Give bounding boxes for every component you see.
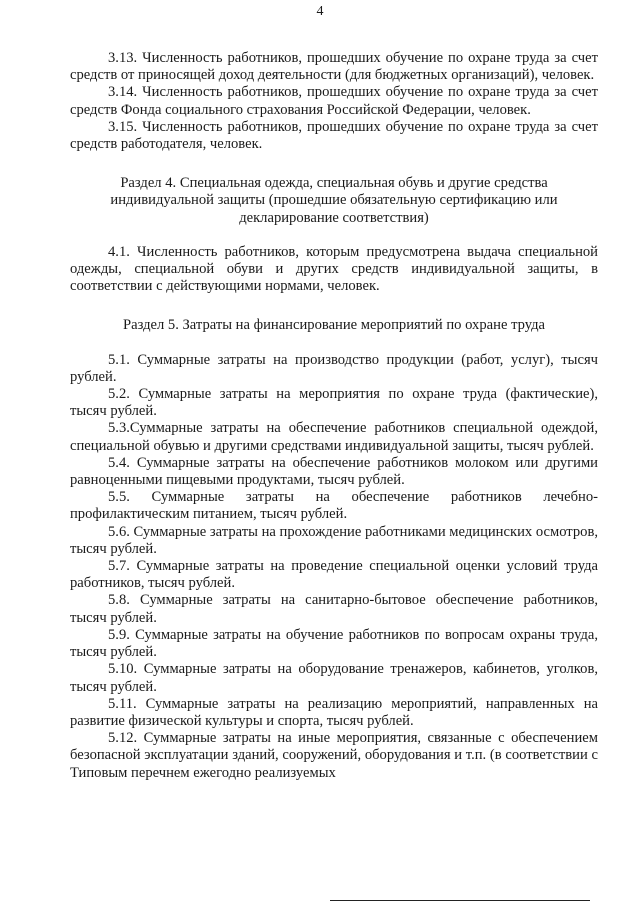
item-5-2: 5.2. Суммарные затраты на мероприятия по охране труда (фактические), тысяч рублей. (70, 386, 598, 420)
item-3-14: 3.14. Численность работников, прошедших обучение по охране труда за счет средств Фонда социального страхования Российской Федерации, человек. (70, 84, 598, 118)
item-5-3: 5.3.Суммарные затраты на обеспечение работников специальной одеждой, специальной обувью и другими средствами индивидуальной защиты, тысяч рублей. (70, 420, 598, 454)
item-5-7: 5.7. Суммарные затраты на проведение специальной оценки условий труда работников, тысяч рублей. (70, 558, 598, 592)
item-4-1: 4.1. Численность работников, которым предусмотрена выдача специальной одежды, специальной обуви и других средств индивидуальной защиты, в соответствии с действующими нормами, человек. (70, 243, 598, 295)
item-5-11: 5.11. Суммарные затраты на реализацию мероприятий, направленных на развитие физической культуры и спорта, тысяч рублей. (70, 695, 598, 729)
item-3-13: 3.13. Численность работников, прошедших обучение по охране труда за счет средств от приносящей доход деятельности (для бюджетных организаций), человек. (70, 50, 598, 84)
item-5-4: 5.4. Суммарные затраты на обеспечение работников молоком или другими равноценными пищевыми продуктами, тысяч рублей. (70, 454, 598, 489)
item-5-5: 5.5. Суммарные затраты на обеспечение работников лечебно-профилактическим питанием, тысяч рублей. (70, 489, 598, 523)
item-5-10: 5.10. Суммарные затраты на оборудование тренажеров, кабинетов, уголков, тысяч рублей. (70, 661, 598, 695)
footer-rule (330, 900, 590, 901)
item-5-1: 5.1. Суммарные затраты на производство продукции (работ, услуг), тысяч рублей. (70, 351, 598, 385)
page-number: 4 (316, 4, 324, 19)
item-5-6: 5.6. Суммарные затраты на прохождение работниками медицинских осмотров, тысяч рублей. (70, 523, 598, 557)
document-body (70, 50, 598, 782)
item-3-15: 3.15. Численность работников, прошедших обучение по охране труда за счет средств работодателя, человек. (70, 118, 598, 153)
item-5-8: 5.8. Суммарные затраты на санитарно-бытовое обеспечение работников, тысяч рублей. (70, 592, 598, 626)
section-5-heading: Раздел 5. Затраты на финансирование мероприятий по охране труда (122, 317, 546, 334)
item-5-12: 5.12. Суммарные затраты на иные мероприятия, связанные с обеспечением безопасной эксплуатации зданий, сооружений, оборудования и т.п. (в соответствии с Типовым перечнем ежегодно реализуемых (70, 730, 598, 781)
section-4-heading: Раздел 4. Специальная одежда, специальная обувь и другие средства индивидуальной защиты (прошедшие обязательную сертификацию или декларирование соответствия) (110, 175, 558, 226)
item-5-9: 5.9. Суммарные затраты на обучение работников по вопросам охраны труда, тысяч рублей. (70, 626, 598, 661)
